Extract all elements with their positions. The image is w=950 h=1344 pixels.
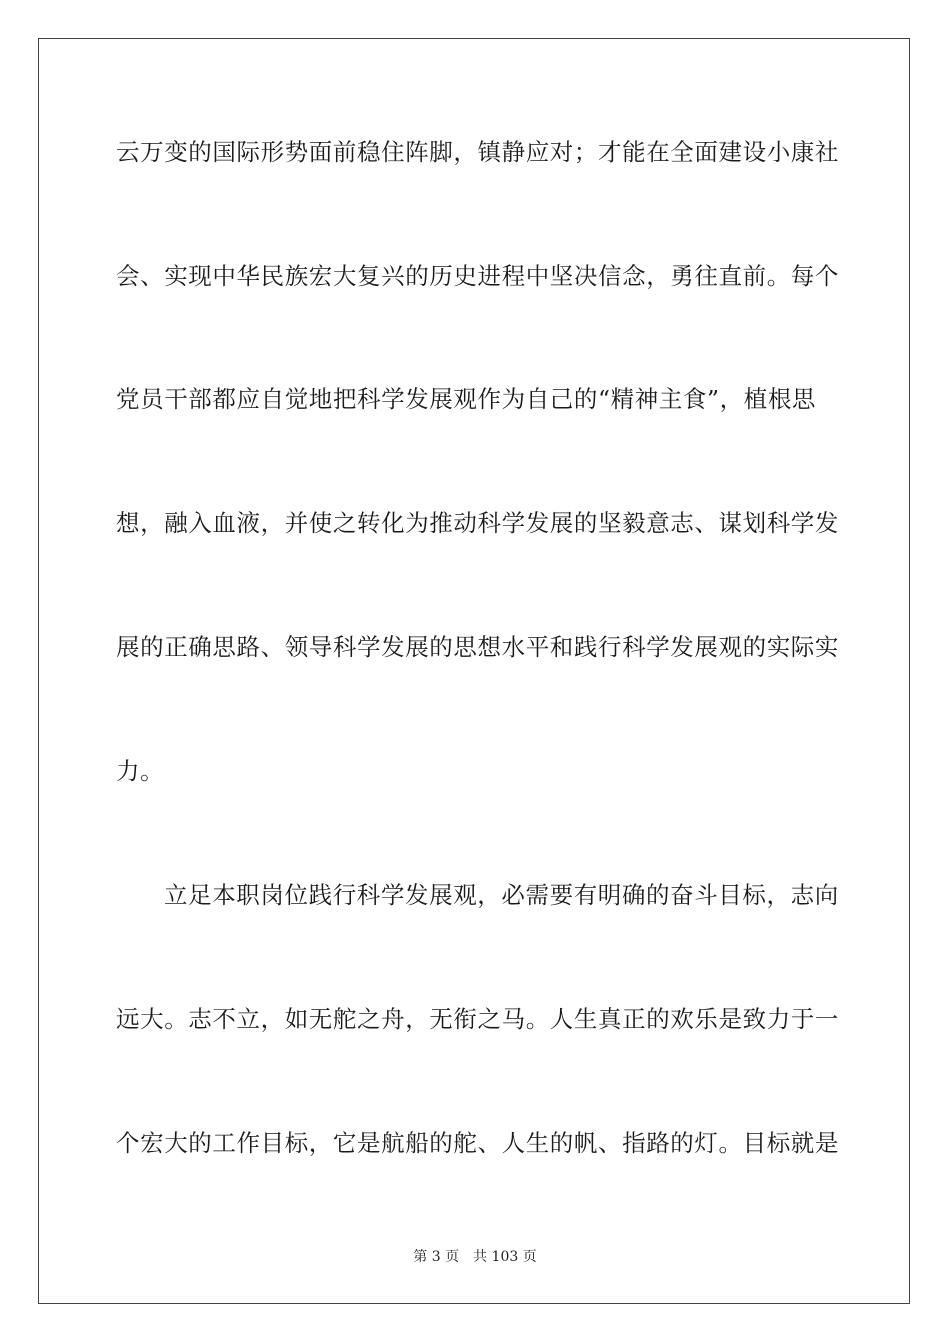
paragraph-line: 云万变的国际形势面前稳住阵脚，镇静应对；才能在全面建设小康社 [116, 138, 839, 166]
paragraph-line: 力。 [116, 757, 165, 785]
paragraph-line: 立足本职岗位践行科学发展观，必需要有明确的奋斗目标，志向 [164, 881, 839, 909]
total-pages: 共 103 页 [473, 1249, 537, 1265]
page-number: 第 3 页 [413, 1249, 460, 1265]
paragraph-line: 个宏大的工作目标，它是航船的舵、人生的帆、指路的灯。目标就是 [116, 1129, 839, 1157]
paragraph-line: 会、实现中华民族宏大复兴的历史进程中坚决信念，勇往直前。每个 [116, 262, 839, 290]
page-footer [0, 1248, 950, 1266]
paragraph-line: 党员干部都应自觉地把科学发展观作为自己的“精神主食”，植根思 [116, 385, 817, 413]
paragraph-line: 展的正确思路、领导科学发展的思想水平和践行科学发展观的实际实 [116, 633, 839, 661]
paragraph-line: 远大。志不立，如无舵之舟，无衔之马。人生真正的欢乐是致力于一 [116, 1005, 839, 1033]
paragraph-line: 想，融入血液，并使之转化为推动科学发展的坚毅意志、谋划科学发 [116, 509, 839, 537]
page-border [38, 38, 910, 1304]
